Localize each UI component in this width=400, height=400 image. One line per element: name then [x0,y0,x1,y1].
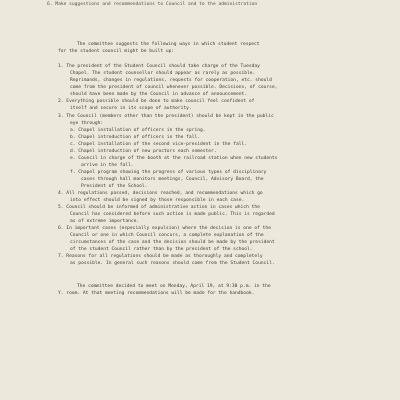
document-top-line: 6. Make suggestions and recommendations to Council and to the administration [47,2,258,7]
item-4-cont-1: into effect should be signed by those responsible in each case. [70,198,245,203]
item-1-cont-2: Reprimands, changes in regulations, requests for cooperation, etc. should [70,78,272,83]
item-1-cont-1: Chapel. The student counsellor should appear as rarely as possible. [70,71,256,76]
item-3-f-cont-2: President of the School. [81,184,148,189]
item-3-d: d. Chapel introduction of new proctors each semester. [70,149,217,154]
item-7-cont-1: as possible. In general such reasons should come from the Student Council. [70,261,275,266]
item-1: 1. The president of the Student Council should take charge of the Tuesday [58,64,260,69]
outro-line-1: The committee decided to meet on Monday, April 19, at 9:30 p.m. in the [77,284,271,289]
outro-line-2: Y. room. At that meeting recommendations will be made for the handbook. [58,291,255,296]
item-3: 3. The Council (members other than the president) should be kept in the public [58,114,274,119]
item-3-a: a. Chapel installation of officers in the spring. [70,128,206,133]
item-1-cont-3: come from the president of council whenever possible. Decisions, of course, [70,85,278,90]
item-5: 5. Council should be informed of administrative action in cases which the [58,205,260,210]
item-6-cont-3: of the student Council rather than by the president of the school. [70,247,253,252]
item-6: 6. In important cases (especially expulsion) where the decision is one of the [58,226,271,231]
item-2-cont-1: itself and secure in its scope of authority. [70,106,192,111]
item-3-f: f. Chapel program showing the progress of various types of disciplinary [70,170,267,175]
item-5-cont-2: as of extreme importance. [70,219,140,224]
item-3-c: c. Chapel installation of the second vice-president in the fall. [70,142,248,147]
item-4: 4. All regulations passed, decisions reached, and recommendations which go [58,191,263,196]
intro-line-1: The committee suggests the following ways in which student respect [77,42,260,47]
item-6-cont-2: circumstances of the case and the decision should be made by the president [70,240,275,245]
item-7: 7. Reasons for all regulations should be made as thoroughly and completely [58,254,263,259]
item-3-e-cont: arrive in the fall. [81,163,134,168]
item-3-f-cont-1: cases through hall monitors meetings, Council, Advisory Board, the [81,177,264,182]
intro-line-2: for the student council might be built up: [58,49,175,54]
item-3-e: e. Council in charge of the booth at the railroad station when new students [70,156,278,161]
item-3-b: b. Chapel introduction of officers in the fall. [70,135,200,140]
item-3-cont-1: eye through: [70,121,104,126]
item-1-cont-4: should have been made by the Council in advance of announcement. [70,92,248,97]
item-5-cont-1: Council has considered before such action is made public. This is regarded [70,212,275,217]
item-2: 2. Everything possible should be done to make council feel confident of [58,99,255,104]
item-6-cont-1: Council or one in which Council concurs, a complete explanation of the [70,233,264,238]
